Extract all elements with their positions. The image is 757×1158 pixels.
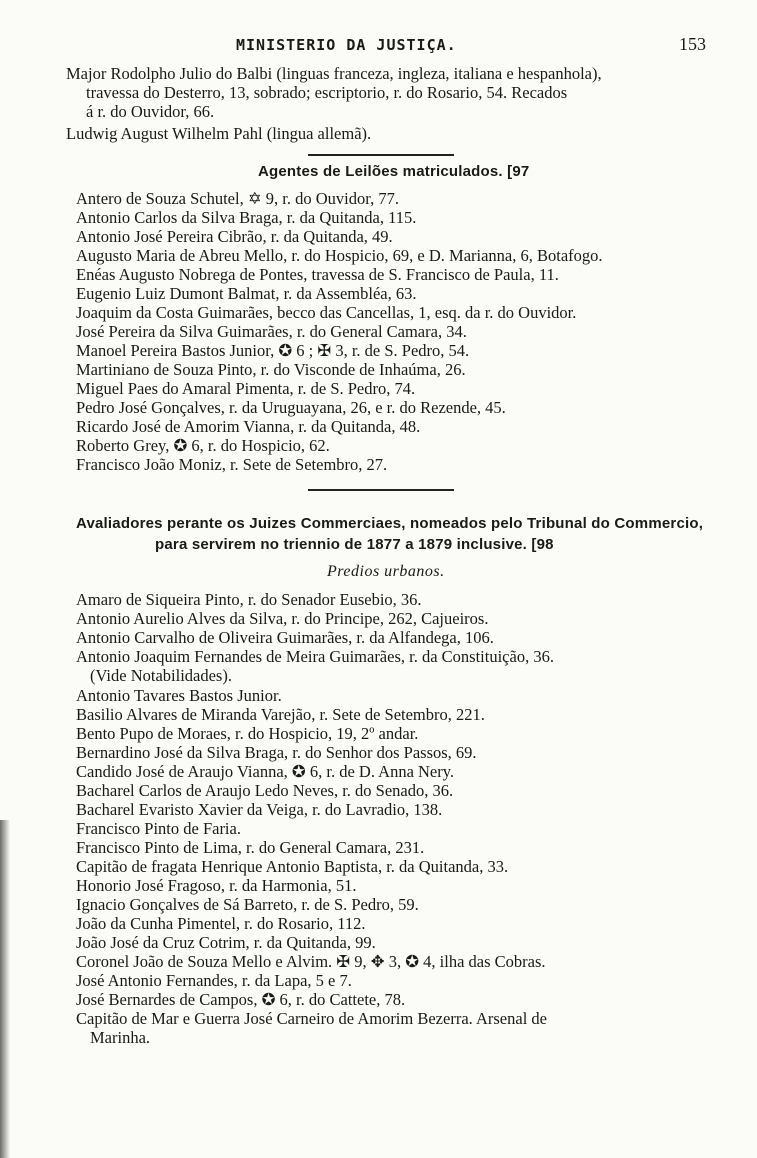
list-item: Ignacio Gonçalves de Sá Barreto, r. de S. Pedro, 59. [76, 895, 419, 914]
list-item: Antonio Aurelio Alves da Silva, r. do Principe, 262, Cajueiros. [76, 609, 489, 628]
list-item: Joaquim da Costa Guimarães, becco das Cancellas, 1, esq. da r. do Ouvidor. [76, 303, 577, 322]
list-item: Francisco Pinto de Lima, r. do General Camara, 231. [76, 838, 425, 857]
entry-line: travessa do Desterro, 13, sobrado; escriptorio, r. do Rosario, 54. Recados [86, 83, 568, 102]
list-item: João da Cunha Pimentel, r. do Rosario, 112. [76, 914, 366, 933]
list-item: Martiniano de Souza Pinto, r. do Visconde de Inhaúma, 26. [76, 360, 466, 379]
list-item: Roberto Grey, ✪ 6, r. do Hospicio, 62. [76, 436, 330, 455]
list-item: Augusto Maria de Abreu Mello, r. do Hospicio, 69, e D. Marianna, 6, Botafogo. [76, 246, 603, 265]
list-item-continuation: Marinha. [90, 1028, 151, 1047]
list-item: José Antonio Fernandes, r. da Lapa, 5 e 7. [76, 971, 352, 990]
section-divider [308, 489, 454, 491]
section-heading-avaliadores: Avaliadores perante os Juizes Commerciaes, nomeados pelo Tribunal do Commercio, [76, 515, 704, 532]
entry-line: Major Rodolpho Julio do Balbi (linguas franceza, ingleza, italiana e hespanhola), [66, 64, 602, 83]
list-item: Pedro José Gonçalves, r. da Uruguayana, 26, e r. do Rezende, 45. [76, 398, 506, 417]
list-item: Capitão de Mar e Guerra José Carneiro de Amorim Bezerra. Arsenal de [76, 1009, 547, 1028]
list-item: Candido José de Araujo Vianna, ✪ 6, r. de D. Anna Nery. [76, 762, 455, 781]
list-item: Bacharel Carlos de Araujo Ledo Neves, r. do Senado, 36. [76, 781, 454, 800]
list-item: José Bernardes de Campos, ✪ 6, r. do Cattete, 78. [76, 990, 406, 1009]
list-item: Capitão de fragata Henrique Antonio Baptista, r. da Quitanda, 33. [76, 857, 509, 876]
page-edge-shadow [0, 820, 10, 1158]
list-item: José Pereira da Silva Guimarães, r. do General Camara, 34. [76, 322, 467, 341]
page-header [236, 36, 706, 58]
entry-line: á r. do Ouvidor, 66. [86, 102, 215, 121]
section-divider [308, 154, 454, 156]
list-item: Antero de Souza Schutel, ✡ 9, r. do Ouvidor, 77. [76, 189, 399, 208]
entry-line: Ludwig August Wilhelm Pahl (lingua allemã). [66, 124, 372, 143]
page-number: 153 [679, 34, 706, 54]
list-item: Antonio Tavares Bastos Junior. [76, 686, 282, 705]
list-item: Ricardo José de Amorim Vianna, r. da Quitanda, 48. [76, 417, 421, 436]
list-item: Francisco Pinto de Faria. [76, 819, 241, 838]
running-title: MINISTERIO DA JUSTIÇA. [236, 36, 457, 54]
list-item: Antonio Carvalho de Oliveira Guimarães, r. da Alfandega, 106. [76, 628, 494, 647]
list-item: Honorio José Fragoso, r. da Harmonia, 51. [76, 876, 357, 895]
list-item: João José da Cruz Cotrim, r. da Quitanda, 99. [76, 933, 376, 952]
sub-heading-predios: Predios urbanos. [327, 563, 445, 580]
section-heading-agentes: Agentes de Leilões matriculados. [97 [258, 163, 530, 180]
list-item: Bacharel Evaristo Xavier da Veiga, r. do Lavradio, 138. [76, 800, 443, 819]
list-item: Amaro de Siqueira Pinto, r. do Senador Eusebio, 36. [76, 590, 422, 609]
list-item: Antonio Carlos da Silva Braga, r. da Quitanda, 115. [76, 208, 417, 227]
list-item: Miguel Paes do Amaral Pimenta, r. de S. Pedro, 74. [76, 379, 416, 398]
list-item: Antonio Joaquim Fernandes de Meira Guimarães, r. da Constituição, 36. [76, 647, 554, 666]
list-item: Basilio Alvares de Miranda Varejão, r. Sete de Setembro, 221. [76, 705, 485, 724]
list-item: Antonio José Pereira Cibrão, r. da Quitanda, 49. [76, 227, 393, 246]
list-item-continuation: (Vide Notabilidades). [90, 666, 232, 685]
list-item: Francisco João Moniz, r. Sete de Setembro, 27. [76, 455, 388, 474]
section-heading-avaliadores-cont: para servirem no triennio de 1877 a 1879 inclusive. [98 [155, 536, 554, 553]
list-item: Bento Pupo de Moraes, r. do Hospicio, 19, 2º andar. [76, 724, 419, 743]
list-item: Bernardino José da Silva Braga, r. do Senhor dos Passos, 69. [76, 743, 477, 762]
list-item: Eugenio Luiz Dumont Balmat, r. da Assembléa, 63. [76, 284, 417, 303]
list-item: Coronel João de Souza Mello e Alvim. ✠ 9, ✥ 3, ✪ 4, ilha das Cobras. [76, 952, 546, 971]
list-item: Enéas Augusto Nobrega de Pontes, travessa de S. Francisco de Paula, 11. [76, 265, 559, 284]
list-item: Manoel Pereira Bastos Junior, ✪ 6 ; ✠ 3, r. de S. Pedro, 54. [76, 341, 470, 360]
